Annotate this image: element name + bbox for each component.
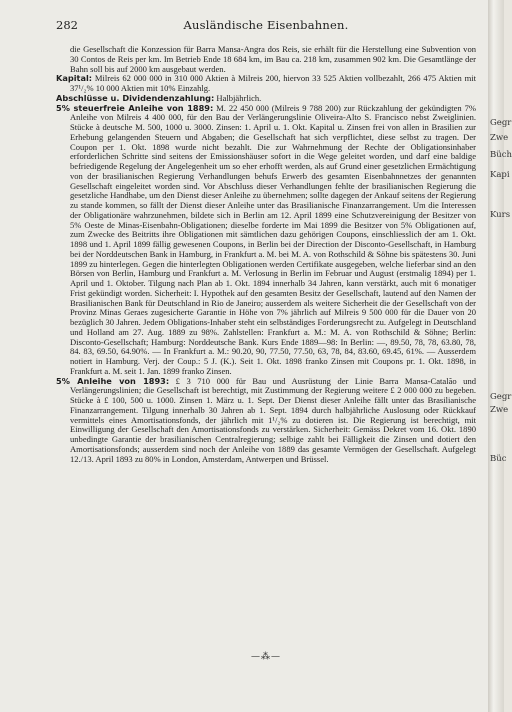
- loan-1893-label: 5% Anleihe von 1893:: [56, 375, 170, 386]
- spine-fragment: Büc: [490, 454, 507, 464]
- adjacent-page-edge: [488, 0, 512, 712]
- ornament-divider: —⁂—: [251, 652, 281, 662]
- page-number: 282: [56, 18, 78, 32]
- kapital-text: Milreis 62 000 000 in 310 000 Aktien à Milreis 200, hiervon 33 525 Aktien vollbezahlt, 266 475 Aktien mit 37¹/₂% 10 000 Aktien mit 10% Einzahlg.: [70, 73, 476, 93]
- kapital-paragraph: [56, 74, 476, 94]
- intro-paragraph: die Gesellschaft die Konzession für Barra Mansa-Angra dos Reis, sie erhält für die Herstellung eine Subvention von 30 Contos de Reis per km. Im Betrieb Ende 18 684 km, im Bau ca. 218 km, zusammen 902 km. Die Gesamtlänge der Bahn soll bis auf 2000 km ausgebaut werden.: [70, 44, 476, 74]
- dividend-text: Halbjährlich.: [214, 92, 262, 103]
- loan-1893-text: £ 3 710 000 für Bau und Ausrüstung der Linie Barra Mansa-Catalão und Verlängerungslinien; die Gesellschaft ist berechtigt, mit Zustimmung der Regierung weitere £ 2 000 000 zu begeben. Stücke à £ 100, 500 u. 1000. Zinsen 1. März u. 1. Sept. Der Dienst dieser Anleihe fällt unter das Brasilianische Finanzarrangement. Tilgung innerhalb 30 Jahren ab 1. Sept. 1894 durch halbjährliche Auslosung oder Rückkauf vermittels eines Amortisationsfonds, der jährlich mit 1¹/₂% zu dotieren ist. Die Regierung ist berechtigt, mit Einwilligung der Gesellschaft den Amortisationsfonds zu verstärken. Sicherheit: Gemäss Dekret vom 16. Okt. 1890 unbedingte Garantie der brasilianischen Centralregierung; selbige zahlt bei Fälligkeit die Zinsen und dotiert den Amortisationsfonds; ausserdem sind noch der Anleihe von 1889 das gesamte Vermögen der Gesellschaft. Aufgelegt 12./13. April 1893 zu 80% in London, Amsterdam, Antwerpen und Brüssel.: [70, 375, 476, 464]
- loan-1889-label: 5% steuerfreie Anleihe von 1889:: [56, 102, 214, 113]
- loan-1893-paragraph: [56, 377, 476, 465]
- dividend-label: Abschlüsse u. Dividendenzahlung:: [56, 92, 215, 103]
- spine-fragment: Zwe: [490, 405, 509, 415]
- spine-fragment: Kurs: [490, 210, 511, 220]
- kapital-label: Kapital:: [56, 73, 93, 84]
- spine-fragment: Kapi: [490, 170, 510, 180]
- spine-fragment: Zwe: [490, 133, 509, 143]
- running-title: Ausländische Eisenbahnen.: [183, 18, 349, 32]
- spine-fragment: Büch: [490, 150, 512, 160]
- page-header: [56, 18, 476, 34]
- loan-1889-paragraph: [56, 104, 476, 377]
- loan-1889-text: M. 22 450 000 (Milreis 9 788 200) zur Rückzahlung der gekündigten 7% Anleihe von Milreis 4 400 000, für den Bau der Verlängerungslinie Oliveira-Alto S. Francisco nebst Zweiglinien. Stücke à deutsche M. 500, 1000 u. 3000. Zinsen: 1. April u. 1. Okt. Kapital u. Zinsen frei von allen in Brasilien zur Erhebung gelangenden Steuern und Abgaben; die Gesellschaft hat sich verpflichtet, diese selbst zu tragen. Der Coupon per 1. Okt. 1898 wurde nicht bezahlt. Die zur Wahrnehmung der Rechte der Obligationsinhaber erforderlichen Schritte sind seitens der Emissionshäuser sofort in die Wege geleitet worden, und darf eine baldige befriedigende Regelung der Angelegenheit um so eher erhofft werden, als auf Grund einer gesetzlichen Ermächtigung von der brasilianischen Regierung Verhandlungen behufs Erwerb des gesamten Eisenbahnnetzes der genannten Gesellschaft eingeleitet worden sind. Vor Abschluss dieser Verhandlungen fehlte der brasilianischen Regierung die gesetzliche Handhabe, um den Dienst dieser Anleihe zu übernehmen; sollte dagegen der Ankauf seitens der Regierung zu stande kommen, so fällt der Dienst dieser Anleihe unter das Brasilianische Finanzarrangement. Um die Interessen der Obligationäre wahrzunehmen, bildete sich in Berlin am 12. April 1899 eine Schutzvereinigung der Besitzer von 5% Oeste de Minas-Eisenbahn-Obligationen; dieselbe forderte im Mai 1899 die Besitzer von 5% Obligationen auf, zum Zwecke des Beitritts ihre Obligationen mit sämtlichen dazu gehörigen Coupons, einschliesslich der am 1. Okt. 1898 und 1. April 1899 fällig gewesenen Coupons, in Berlin bei der Direction der Disconto-Gesellschaft, in Hamburg bei der Norddeutschen Bank in Hamburg, in Frankfurt a. M. bei M. A. von Rothschild & Söhne bis spätestens 30. Juni 1899 zu hinterlegen. Gegen die hinterlegten Obligationen werden Certifikate ausgegeben, welche lieferbar sind an den Börsen von Berlin, Hamburg und Frankfurt a. M. Verlosung in Berlin im Februar und August (erstmalig 1894) per 1. April und 1. Oktober. Tilgung nach Plan ab 1. Okt. 1894 innerhalb 34 Jahren, kann verstärkt, auch mit 6 monatiger Frist gekündigt worden. Sicherheit: I. Hypothek auf den gesamten Besitz der Gesellschaft, lautend auf den Namen der Brasilianischen Bank für Deutschland in Rio de Janeiro; ausserdem als weitere Sicherheit die der Gesellschaft von der Provinz Minas Geraes zugesicherte Garantie in Höhe von 7% jährlich auf Milreis 9 500 000 für die Dauer von 20 bezüglich 30 Jahren. Jedem Obligations-Inhaber steht ein selbständiges Forderungsrecht zu. Aufgelegt in Deutschland und Holland am 27. Aug. 1889 zu 98%. Zahlstellen: Frankfurt a. M.: M. A. von Rothschild & Söhne; Berlin: Disconto-Gesellschaft; Hamburg: Norddeutsche Bank. Kurs Ende 1889—98: In Berlin: —, 89.50, 78, 78, 63.80, 78, 84. 83, 69.50, 64.90%. — In Frankfurt a. M.: 90.20, 90, 77.50, 77.50, 63, 78, 84, 83.60, 69.45, 61%. — Ausserdem notiert in Hamburg. Verj. der Coup.: 5 J. (K.). Seit 1. Okt. 1898 franko Zinsen mit Coupons pr. 1. Okt. 1898, in Frankfurt a. M. seit 1. Jan. 1899 franko Zinsen.: [70, 102, 476, 376]
- article-body: [56, 45, 476, 464]
- spine-fragment: Gegr: [490, 118, 512, 128]
- spine-fragment: Gegr: [490, 392, 512, 402]
